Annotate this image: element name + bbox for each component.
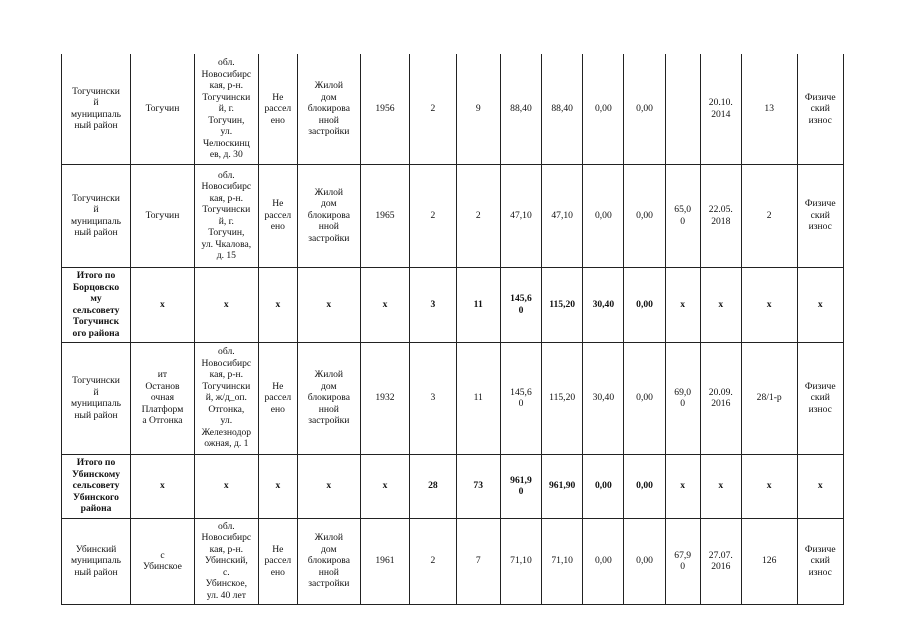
cell-text: 28/1-р (756, 392, 782, 404)
cell-wear-percent (665, 518, 700, 604)
cell-text: Не рассел ено (264, 91, 292, 126)
cell-text: Итого по Убинскому сельсовету Убинского района (71, 457, 121, 515)
cell-text: Тогучин (145, 103, 180, 114)
table-row (62, 518, 844, 604)
cell-text: Тогучински й муниципаль ный район (70, 375, 122, 421)
cell-text: x (160, 480, 165, 492)
cell-residents (410, 54, 456, 164)
cell-residents (410, 518, 456, 604)
cell-text: 115,20 (549, 392, 576, 404)
cell-text: Убинский муниципаль ный район (70, 543, 122, 578)
cell-settlement (131, 342, 195, 454)
cell-text: 27.07. 2016 (708, 549, 733, 572)
cell-settlement (131, 454, 195, 518)
cell-text: 88,40 (551, 103, 573, 114)
cell-address (194, 267, 258, 342)
cell-building-type (297, 342, 360, 454)
cell-wear-percent (665, 54, 700, 164)
cell-text: 2 (430, 555, 436, 567)
cell-text: 126 (762, 555, 777, 567)
cell-address (194, 54, 258, 164)
cell-doc-number (741, 54, 797, 164)
cell-text: 3 (430, 298, 436, 310)
cell-text: x (223, 298, 229, 310)
cell-text: 30,40 (592, 392, 615, 404)
cell-reason (797, 164, 843, 267)
cell-text: Тогучински й муниципаль ный район (70, 192, 122, 238)
cell-date (700, 342, 741, 454)
cell-text: 47,10 (551, 209, 573, 221)
cell-text: 0,00 (636, 298, 653, 310)
cell-area-2 (583, 518, 624, 604)
cell-area-1 (542, 342, 583, 454)
cell-text: x (680, 480, 686, 492)
cell-text: 2 (475, 209, 481, 221)
cell-text: 11 (473, 392, 483, 404)
cell-residents (410, 342, 456, 454)
cell-text: 20.09. 2016 (708, 386, 733, 409)
cell-text: x (326, 298, 332, 310)
cell-building-type (297, 267, 360, 342)
cell-settlement (131, 164, 195, 267)
cell-status (258, 164, 297, 267)
cell-text: 0,00 (636, 103, 653, 114)
cell-municipality (62, 454, 131, 518)
cell-reason (797, 518, 843, 604)
cell-area-1 (542, 164, 583, 267)
cell-text: 1932 (375, 392, 395, 404)
cell-text: Итого по Борцовско му сельсовету Тогучинск ого района (72, 270, 120, 339)
cell-rooms (456, 54, 500, 164)
cell-residents (410, 454, 456, 518)
cell-text: 1961 (375, 555, 395, 567)
cell-area-2 (583, 164, 624, 267)
cell-status (258, 342, 297, 454)
table-row (62, 342, 844, 454)
cell-text: Жилой дом блокирова нной застройки (307, 369, 350, 427)
cell-text: 28 (428, 480, 438, 492)
cell-text: x (160, 298, 165, 310)
total-row (62, 454, 844, 518)
cell-doc-number (741, 454, 797, 518)
cell-address (194, 518, 258, 604)
cell-text: 145,6 0 (510, 293, 532, 316)
cell-text: x (680, 298, 686, 310)
cell-text: обл. Новосибирс кая, р-н. Тогучински й, г. Тогучин, ул. Чкалова, д. 15 (201, 169, 252, 261)
cell-area-3 (624, 267, 665, 342)
cell-text: 30,40 (592, 298, 615, 310)
cell-text: 3 (430, 392, 436, 404)
cell-total-area (500, 342, 541, 454)
cell-year (360, 342, 409, 454)
cell-text: Физиче ский износ (804, 198, 836, 233)
cell-rooms (456, 164, 500, 267)
cell-text: 961,90 (548, 480, 576, 492)
cell-doc-number (741, 267, 797, 342)
cell-text: обл. Новосибирс кая, р-н. Тогучински й, ж/д_оп. Отгонка, ул. Железнодор ожная, д. 1 (201, 346, 252, 450)
cell-total-area (500, 267, 541, 342)
cell-text: x (275, 298, 281, 310)
cell-status (258, 267, 297, 342)
cell-reason (797, 342, 843, 454)
cell-text: 961,9 0 (510, 474, 532, 497)
cell-text: 2 (430, 103, 436, 114)
cell-wear-percent (665, 342, 700, 454)
cell-text: Не рассел ено (264, 380, 292, 415)
cell-municipality (62, 54, 131, 164)
cell-address (194, 342, 258, 454)
cell-reason (797, 54, 843, 164)
cell-text: x (382, 298, 388, 310)
cell-text: 0,00 (636, 480, 653, 492)
cell-text: 0,00 (594, 555, 612, 567)
cell-building-type (297, 164, 360, 267)
cell-text: Физиче ский износ (804, 543, 836, 578)
cell-status (258, 454, 297, 518)
cell-text: 71,10 (510, 555, 532, 567)
cell-area-3 (624, 164, 665, 267)
cell-settlement (131, 54, 195, 164)
cell-rooms (456, 267, 500, 342)
cell-municipality (62, 518, 131, 604)
cell-area-3 (624, 518, 665, 604)
cell-area-1 (542, 54, 583, 164)
cell-address (194, 164, 258, 267)
cell-text: x (766, 298, 772, 310)
cell-area-2 (583, 454, 624, 518)
cell-text: x (817, 480, 823, 492)
cell-text: 0,00 (594, 209, 612, 221)
cell-rooms (456, 518, 500, 604)
cell-area-1 (542, 518, 583, 604)
table-row (62, 164, 844, 267)
cell-building-type (297, 518, 360, 604)
cell-year (360, 54, 409, 164)
cell-text: 1956 (375, 103, 395, 114)
cell-text: 71,10 (551, 555, 573, 567)
cell-text: x (223, 480, 229, 492)
cell-rooms (456, 342, 500, 454)
cell-text: x (718, 298, 724, 310)
cell-area-3 (624, 454, 665, 518)
cell-text: 65,0 0 (674, 204, 692, 227)
cell-text: Не рассел ено (264, 543, 292, 578)
cell-text: 13 (764, 103, 774, 114)
cell-text: x (718, 480, 724, 492)
cell-area-3 (624, 54, 665, 164)
cell-doc-number (741, 342, 797, 454)
cell-building-type (297, 454, 360, 518)
housing-register-table (61, 54, 844, 605)
cell-settlement (131, 518, 195, 604)
total-row (62, 267, 844, 342)
cell-text: Жилой дом блокирова нной застройки (307, 80, 350, 137)
cell-text: x (326, 480, 332, 492)
cell-text: 145,6 0 (510, 386, 532, 409)
cell-text: 1965 (375, 209, 395, 221)
cell-text: Жилой дом блокирова нной застройки (307, 532, 350, 590)
cell-text: 115,20 (549, 298, 576, 310)
cell-text: 73 (473, 480, 483, 492)
cell-wear-percent (665, 267, 700, 342)
cell-text: 67,9 0 (674, 549, 692, 572)
cell-text: обл. Новосибирс кая, р-н. Убинский, с. Убинское, ул. 40 лет (201, 520, 252, 601)
cell-text: x (817, 298, 823, 310)
cell-text: Физиче ский износ (804, 91, 836, 126)
cell-text: 0,00 (594, 103, 612, 114)
cell-text: обл. Новосибирс кая, р-н. Тогучински й, г. Тогучин, ул. Челюскинц ев, д. 30 (201, 57, 252, 160)
cell-building-type (297, 54, 360, 164)
cell-text: 0,00 (636, 392, 653, 404)
cell-residents (410, 267, 456, 342)
cell-area-1 (542, 454, 583, 518)
cell-text: 2 (430, 209, 436, 221)
cell-date (700, 164, 741, 267)
cell-text: с Убинское (142, 549, 182, 572)
cell-area-1 (542, 267, 583, 342)
cell-reason (797, 267, 843, 342)
cell-total-area (500, 454, 541, 518)
cell-area-2 (583, 267, 624, 342)
cell-total-area (500, 54, 541, 164)
cell-area-3 (624, 342, 665, 454)
cell-text: ит Останов очная Платформ а Отгонка (141, 369, 184, 427)
cell-settlement (131, 267, 195, 342)
cell-text: Физиче ский износ (804, 380, 836, 415)
cell-text: Жилой дом блокирова нной застройки (307, 186, 350, 244)
cell-text: Тогучински й муниципаль ный район (70, 85, 122, 132)
cell-year (360, 267, 409, 342)
cell-text: 47,10 (510, 209, 532, 221)
cell-text: 69,0 0 (674, 386, 692, 409)
cell-text: x (766, 480, 772, 492)
cell-area-2 (583, 54, 624, 164)
cell-total-area (500, 518, 541, 604)
cell-text: 2 (766, 209, 772, 221)
cell-text: 22.05. 2018 (708, 204, 733, 227)
cell-year (360, 164, 409, 267)
cell-municipality (62, 342, 131, 454)
cell-address (194, 454, 258, 518)
cell-doc-number (741, 164, 797, 267)
cell-text: 20.10. 2014 (708, 97, 733, 120)
cell-text: Тогучин (145, 209, 180, 221)
cell-doc-number (741, 518, 797, 604)
cell-text: 0,00 (636, 209, 653, 221)
cell-text: 0,00 (636, 555, 653, 567)
cell-rooms (456, 454, 500, 518)
cell-wear-percent (665, 164, 700, 267)
cell-text: 7 (475, 555, 481, 567)
cell-date (700, 518, 741, 604)
cell-text: x (275, 480, 281, 492)
cell-area-2 (583, 342, 624, 454)
cell-text: x (382, 480, 388, 492)
cell-date (700, 454, 741, 518)
cell-residents (410, 164, 456, 267)
cell-text: 88,40 (510, 103, 532, 114)
cell-text: 0,00 (594, 480, 612, 492)
cell-municipality (62, 267, 131, 342)
cell-status (258, 54, 297, 164)
cell-wear-percent (665, 454, 700, 518)
cell-text: 9 (475, 103, 481, 114)
cell-municipality (62, 164, 131, 267)
cell-total-area (500, 164, 541, 267)
cell-reason (797, 454, 843, 518)
cell-year (360, 518, 409, 604)
cell-date (700, 54, 741, 164)
cell-text: Не рассел ено (264, 198, 292, 233)
cell-status (258, 518, 297, 604)
cell-date (700, 267, 741, 342)
cell-text: 11 (473, 298, 483, 310)
cell-year (360, 454, 409, 518)
table-row (62, 54, 844, 164)
